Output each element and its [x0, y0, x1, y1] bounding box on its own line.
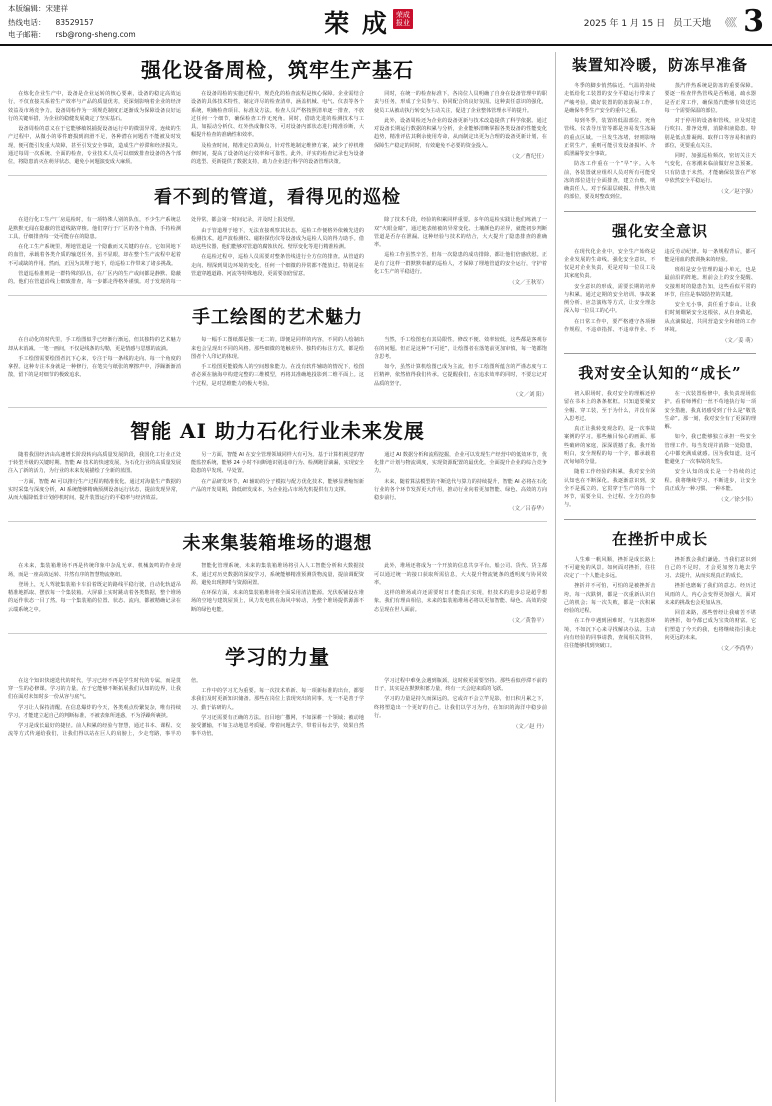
side-article-4-body — [564, 556, 756, 653]
paragraph: 挫折也磨砺了我们的意志。经历过风雨的人，内心会变得更加强大，面对未来的挑战也会更加从容。 — [664, 583, 756, 606]
paragraph: 登场上，无人驾驶集装箱卡车沿着既定的路线平稳行驶，自动化轨道吊精准地抓取、摆放每一个集装箱。大屏幕上实时跳动着各类数据，整个堆场的运作状态一目了然。每一个集装箱的位置、状态、流向，都被精确记录在云端系统之中。 — [8, 581, 181, 613]
paragraph: 如今，虽然计算机绘图已成为主流，但手工绘图所蕴含的严谨态度与工匠精神，依然值得我们传承。它提醒我们，在追求效率的同时，不要忘记对品质的坚守。 — [374, 364, 547, 387]
logo-badge — [393, 9, 413, 29]
logo-text: 荣 成 — [324, 9, 389, 38]
article-1-byline: （文／曹纪任） — [509, 153, 547, 160]
paragraph: 一方面，智能 AI 可以推行生产过程的精准优化。通过对海量生产数据的实时采集与深度分析，AI 系统能够精确预测设备运行状态，提前发现异常，从而大幅降低非计划停机时间，提升装置运行的平稳率与经济效益。 — [8, 478, 181, 501]
paragraph: 回首来路，那些曾经让我痛苦不堪的挫折，如今都已成为宝贵的财富。它们塑造了今天的我，也将继续指引我走向更远的未来。 — [664, 610, 756, 641]
left-column — [8, 52, 556, 1102]
masthead — [0, 0, 772, 46]
side-article-3 — [564, 362, 756, 510]
publication-date: 2025 年 1 月 15 日 — [583, 18, 666, 29]
paragraph: 每一幅手工图纸都是独一无二的。即便是同样的内容，不同的人绘制出来也会呈现出不同的风格。那些细微的笔触差异、独特的标注方式，都是绘图者个人印记的体现。 — [191, 337, 364, 360]
editor-line: 本版编辑：宋建祥 — [8, 4, 68, 14]
page-number: 3 — [743, 4, 764, 39]
paragraph: 及检查时间，精准定位故障点，针对性地制定维修方案，减少了停机维修时间，提高了设备的运行效率和可靠性。此外，详实的检查记录也为设备的选型、更新提供了数据支持，助力企业进行科学的设备管理决策。 — [191, 142, 364, 165]
side-article-1-title: 装置知冷暖，防冻早准备 — [571, 56, 748, 74]
paragraph: 学习还需要有正确的方法。盲目地广撒网，不如深耕一个领域；被动地接受灌输，不如主动地思考质疑。带着问题去学，带着目标去学，效果自然事半功倍。 — [191, 714, 364, 738]
paragraph: 班组是安全管理的最小单元，也是最前沿的阵地。班前会上的安全提醒、交接班时的隐患告知，这些看似平常的环节，往往是事故防控的关键。 — [664, 267, 756, 298]
right-column — [556, 52, 756, 1102]
paragraph: 防冻工作重在一个“早”字。入冬前，各装置就应组织人员对所有可能受冻的部位进行全面排查，建立台账，明确责任人。对于保温层破损、伴热失效的部位，要及时整改到位。 — [564, 161, 656, 201]
paragraph: 手工绘图需要绘图者沉下心来，专注于每一条线的走向、每一个角度的拿捏。这种专注本身就是一种修行，在笔尖与纸张的摩擦声中，浮躁渐渐消散，留下的是对细节的极致追求。 — [8, 355, 181, 379]
article-5-body — [8, 562, 547, 624]
paragraph: 除了技术手段，经验的积累同样重要。多年的巡检实践让他们练就了一双“火眼金睛”，通过地表植被的异常变化、土壤颜色的差异，就能初步判断管道是否存在泄漏。这种经验与技术的结合，大大提升了隐患排查的准确率。 — [374, 217, 547, 248]
article-6 — [8, 641, 547, 739]
paragraph: 在化工生产系统里，埋地管道是一个隐蔽而又关键的存在。它如同地下的血管，承载着各类介质的输送任务，虽不显眼，却在整个生产流程中起着不可或缺的作用。然而，正因为其埋于地下，给巡检工作带来了诸多挑战。 — [8, 244, 181, 267]
side-article-1 — [564, 54, 756, 202]
paragraph: 初入职场时，我对安全的理解还停留在书本上的条条框框。只知道要戴安全帽、穿工装，至于为什么，并没有深入思考过。 — [564, 391, 656, 422]
divider — [564, 353, 756, 354]
paragraph: 对于停用的设备和管线，应及时进行吹扫、排净处理，消除积液隐患。特别是低点排凝阀、取样口等容易积液的部位，更要重点关注。 — [664, 118, 756, 149]
article-5-byline: （文／黄鲁平） — [509, 617, 547, 624]
side-article-2-title: 强化安全意识 — [611, 221, 708, 240]
side-article-1-byline: （文／赵宇强） — [718, 189, 756, 195]
paragraph: 在一次装置检修中，我负责现场监护。看着师傅们一丝不苟地执行每一项安全措施，我真切感受到了什么是“敬畏生命”。那一刻，我对安全有了更深的理解。 — [664, 391, 756, 430]
paragraph: 学习让人保持清醒。在信息爆炸的今天，各类观点纷繁复杂，唯有持续学习，才能建立起自己的判断标准，不被表象所迷惑，不为浮躁所裹挟。 — [8, 704, 181, 719]
article-5 — [8, 529, 547, 624]
article-6-title: 学习的力量 — [225, 644, 330, 669]
paragraph: 真正让我转变观念的，是一次事故案例的学习。那些触目惊心的画面、那些破碎的家庭，深深震撼了我。我开始明白，安全规程的每一个字，都承载着沉甸甸的分量。 — [564, 426, 656, 465]
paragraph: 智能化管理系统，未来的集装箱堆场将引入人工智能分析和大数据技术，通过对历史数据的深度学习，系统能够精准预测货物流量，提前调配资源，避免出现拥堵与资源闲置。 — [191, 563, 364, 586]
paragraph: 在进行化工生产厂房巡检时，有一项特殊人别的队伍，不少生产系统总是默默无闻在隐蔽的管道线路穿梭。他们穿行于厂区的各个角落，手持检测工具，仔细排查每一处可能存在的隐患。 — [8, 217, 181, 240]
article-6-body — [8, 677, 547, 739]
logo-badge-line1: 荣成 — [395, 10, 410, 19]
article-4-body — [8, 451, 547, 513]
paragraph: 在这个知识快速迭代的时代，学习已经不再是学生时代的专属，而是贯穿一生的必修课。学习的力量，在于它能够不断拓展我们认知的边界，让我们在面对未知时多一份从容与底气。 — [8, 677, 181, 701]
logo-badge-line2: 报业 — [395, 19, 410, 27]
article-4 — [8, 415, 547, 513]
side-article-2-byline: （文／姜 萌） — [721, 338, 756, 344]
article-3-title: 手工绘图的艺术魅力 — [192, 307, 363, 329]
paragraph: 通过 AI 数据分析和流程挖掘，企业可以发现生产经营中的低效环节，优化排产计划与物流调度，实现资源配置的最优化，全面提升企业的综合竞争力。 — [374, 451, 547, 475]
paragraph: 在环保方面，未来的集装箱堆场将全面采用清洁能源。光伏板铺设在堆场的空地与建筑屋顶上，风力发电机在海风中转动，为整个堆场提供源源不断的绿色电能。 — [191, 590, 364, 613]
hotline-value: 83529157 — [55, 17, 94, 27]
paragraph: 安全认知的成长是一个持续的过程。我将继续学习、不断进步，让安全真正成为一种习惯、一种本能。 — [664, 469, 756, 492]
email-value: rsb@rong-sheng.com — [55, 30, 136, 40]
section-title: 员工天地 — [673, 18, 712, 29]
side-article-4-title: 在挫折中成长 — [611, 529, 708, 548]
paragraph: 学习的力量是持久而深远的。它或许不会立竿见影，但日积月累之下，终将塑造出一个更好的自己。让我们以学习为舟，在知识的海洋中稳步前行。 — [374, 696, 547, 719]
paragraph: 在自动化的时代里，手工绘图似乎已经渐行渐远，但其独特的艺术魅力却从未消减。一笔一画间，不仅是线条的勾勒，更是情感与思想的流淌。 — [8, 337, 181, 352]
paragraph: 挫折并不可怕，可怕的是被挫折击垮。每一次跌倒，都是一次重新认识自己的机会；每一次失败，都是一次积累经验的过程。 — [564, 583, 656, 614]
paragraph: 设备周检的意义在于它能够敏锐捕捉设备运行中的微弱异常。连续的生产过程中，从微小的零件磨损到润滑不足，各种潜在问题若不能被及时发现，便可能引发重大故障，甚至引发安全事故，造成生产停滞和经济损失。通过每周一次系统、全面的检查，专业技术人员可以细致排查设备的各个部位，将隐患消灭在萌芽状态，避免小问题演变成大麻烦。 — [8, 126, 181, 165]
paragraph: 在工作中遇到困难时，与其抱怨环境，不如沉下心来寻找解决办法。主动向有经验的同事请教，查阅相关资料，往往能够找到突破口。 — [564, 618, 656, 649]
article-5-title: 未来集装箱堆场的遐想 — [182, 533, 373, 555]
paragraph: 同时，在统一的检查标准下，各岗位人员明确了自身在设备管理中的职责与任务，形成了全员参与、协同配合的良好氛围。这种责任意识的强化，使员工从被动执行转变为主动关注，促进了企业整体管理水平的提升。 — [374, 91, 547, 114]
paragraph: 在未来，集装箱堆场不再是传统印象中杂乱无章、机械轰鸣的作业现场，而是一座高效运转、井然有序的智慧物流枢纽。 — [8, 563, 181, 578]
paragraph: 随着工作经验的积累，我对安全的认知也在不断深化。我逐渐意识到，安全不是孤立的，它贯穿于生产的每一个环节，需要全员、全过程、全方位的参与。 — [564, 469, 656, 509]
article-2-body — [8, 216, 547, 286]
paragraph: 当然，手工绘图也有其局限性。修改不便、效率较低，这些都是客观存在的问题。但正是这种“不可逆”，让绘图者在落笔前更加审慎，每一笔都饱含思考。 — [374, 337, 547, 360]
divider — [564, 519, 756, 520]
masthead-logo — [215, 4, 522, 40]
article-3-byline: （文／刘 阳） — [512, 391, 547, 398]
paragraph: 学习过程中难免会遇到瓶颈，这时候更需要坚持。那些看似停滞不前的日子，其实是在默默积蓄力量，终有一天会迎来质的飞跃。 — [374, 677, 547, 692]
article-3 — [8, 303, 547, 398]
masthead-info — [0, 2, 215, 42]
article-6-byline: （文／赵 丹） — [512, 724, 547, 730]
paragraph: 蒸汽伴热系统是防冻的重要保障。要逐一检查伴热管线是否畅通，疏水器是否正常工作，确保蒸汽能够有效送达每一个需要保温的部位。 — [664, 83, 756, 114]
hotline-label: 热线电话： — [8, 17, 46, 27]
paragraph: 人生难一帆风顺，挫折是成长路上不可避免的风景。如何面对挫折，往往决定了一个人能走多远。 — [564, 556, 656, 579]
side-article-1-body — [564, 82, 756, 202]
masthead-meta — [522, 4, 772, 39]
chevron-left-icon: 《《《 — [719, 16, 736, 29]
paragraph: 学习是成长最好的捷径。前人积累的经验与智慧，通过书本、课程、交流等方式传递给我们，让我们得以站在巨人的肩膀上，少走弯路，事半功倍。 — [8, 677, 202, 738]
paragraph: 如今，我已能够独立承担一些安全管理工作。每当发现并消除一处隐患，心中都充满成就感。因为我知道，这可能避免了一次事故的发生。 — [664, 434, 756, 465]
divider — [8, 633, 547, 634]
divider — [8, 175, 547, 176]
paragraph: 在现代化企业中，安全生产始终是企业发展的生命线。强化安全意识，不仅是对企业负责，更是对每一位员工及其家庭负责。 — [564, 248, 656, 280]
article-3-body — [8, 336, 547, 398]
paragraph: 每到冬季，装置的低温部位、死角管线、仪表导压管等都是容易发生冻凝的重点区域。一旦发生冻堵，轻则影响正常生产，重则可能引发设备损坏、介质泄漏等安全事故。 — [564, 118, 656, 157]
paragraph: 冬季的脚步悄然临近，气温的持续走低给化工装置的安全平稳运行带来了严峻考验。做好装置的防冻防凝工作，是确保冬季生产安全的重中之重。 — [564, 83, 656, 114]
page-content — [0, 46, 772, 1106]
paragraph: 管道巡检准则是一群特殊的队伍，在厂区内的生产或间都是静默、隐蔽的。他们在管道沿线上细致排查，每一步都走得格外谨慎。对于发现的每一处异常，都会第一时间记录，并及时上报处理。 — [8, 217, 298, 285]
paragraph: 另一方面，智能 AI 在安全管理领域同样大有可为。基于计算机视觉的智能监控系统，能够 24 小时不间断地识别违章行为、检测跑冒滴漏，实现安全隐患的早发现、早处置。 — [191, 451, 364, 475]
divider — [8, 521, 547, 522]
article-2-title: 看不到的管道，看得见的巡检 — [154, 187, 401, 209]
paragraph: 随着我国经济由高速增长阶段转向高质量发展阶段，我国化工行业正处于转型升级的关键时期。智能 AI 技术的快速发展，为石化行业的高质量发展注入了新的活力，为行业的未来发展描绘了全新的蓝图。 — [8, 451, 181, 475]
article-1-body — [8, 90, 547, 166]
divider — [8, 407, 547, 408]
paragraph: 未来，随着算法模型的不断迭代与算力的持续提升，智能 AI 必将在石化行业的各个环节发挥更大作用，推动行业向着更加智能、绿色、高效的方向稳步前行。 — [374, 478, 547, 501]
paragraph: 这样的堆场或许还需要时日才能真正实现，但技术的进步总是超乎想象。我们有理由相信，未来的集装箱堆场必将以更加智能、绿色、高效的姿态呈现在世人面前。 — [374, 590, 547, 613]
paragraph: 由于管道埋于地下，无法直接观察其状态，巡检工作便格外依赖先进的检测技术。超声波检测仪、磁粉探伤仪等设备成为巡检人员的得力助手。借助这些仪器，他们能够对管道的腐蚀状况、壁厚变化等进行精准检测。 — [191, 227, 364, 250]
divider — [564, 211, 756, 212]
side-article-4 — [564, 528, 756, 653]
side-article-3-body — [564, 390, 756, 510]
side-article-2 — [564, 220, 756, 345]
paragraph: 此外，堆场还将成为一个开放的信息共享平台。船公司、货代、货主都可以通过统一的接口获取所需信息，大大提升物流链条的透明度与协同效率。 — [374, 563, 547, 586]
paragraph: 此外，设备周检还为企业的设备更新与技术改造提供了科学依据。通过对设备长期运行数据的积累与分析，企业能够清晰掌握各类设备的性能变化趋势，精准评估其剩余使用寿命，从而制定出更为合理的设备更新计划，在保障生产稳定的同时，有效避免不必要的资金投入。 — [374, 117, 547, 149]
paragraph: 在巡检过程中，巡检人员需要对整条管线进行全方位的排查。从管道的走向、埋深到周边环境的变化，任何一个细微的异常都不能放过。特别是在管道穿越道路、河流等特殊地段，更需要加倍留意。 — [191, 254, 364, 277]
paragraph: 同时，加强巡检频次，密切关注天气变化，在寒潮来临前做好应急预案。只有防患于未然，才能确保装置在严寒中依然安全平稳运行。 — [664, 153, 756, 184]
paragraph: 手工绘图更能锻炼人的空间想象能力。在没有软件辅助的情况下，绘图者必须在脑海中构建完整的三维模型，再将其准确地投影到二维平面上。这个过程，是对思维能力的极大考验。 — [191, 364, 364, 387]
paragraph: 挫折教会我们谦逊。当我们意识到自己的不足时，才会更加努力地去学习、去提升，从而实现真正的成长。 — [664, 556, 756, 579]
article-4-byline: （文／吕春华） — [509, 506, 547, 513]
divider — [8, 295, 547, 296]
paragraph: 工作中的学习尤为重要。每一次技术革新、每一项新标准的出台，都要求我们及时更新知识储备。那些在岗位上表现突出的同事，无一不是善于学习、勤于钻研的人。 — [191, 688, 364, 711]
side-article-3-title: 我对安全认知的“成长” — [578, 364, 742, 382]
paragraph: 安全意识的形成，需要长期的培养与积累。通过定期的安全培训、事故案例分析、应急演练等方式，让安全理念深入每一位员工的心中。 — [564, 283, 656, 315]
article-2-byline: （文／王秋军） — [509, 280, 547, 286]
side-article-2-body — [564, 248, 756, 345]
article-1-title: 强化设备周检，筑牢生产基石 — [141, 58, 414, 82]
article-2 — [8, 183, 547, 286]
paragraph: 巡检工作虽然辛苦，但每一次隐患的成功排除，都让他们倍感欣慰。正是有了这样一群默默奉献的巡检人，才保障了埋地管道的安全运行，守护着化工生产的平稳进行。 — [374, 252, 547, 275]
paragraph: 安全无小事，责任重于泰山。让我们时刻绷紧安全这根弦，从自身做起，从点滴做起，共同营造安全和谐的工作环境。 — [664, 302, 756, 333]
paragraph: 在产品研发环节，AI 辅助的分子模拟与配方优化技术，能够显著缩短新产品的开发周期，降低研发成本，为企业抢占市场先机提供有力支撑。 — [191, 478, 364, 493]
article-4-title: 智能 AI 助力石化行业未来发展 — [130, 418, 425, 443]
paragraph: 在日常工作中，要严格遵守各项操作规程，不违章指挥、不违章作业、不违反劳动纪律。每一条规程背后，都可能是用血的教训换来的经验。 — [564, 248, 756, 333]
side-article-3-byline: （文／徐少伟） — [718, 497, 756, 503]
email-label: 电子邮箱： — [8, 30, 46, 40]
article-1 — [8, 54, 547, 166]
paragraph: 在设备周检的实施过程中，规范化的检查流程是核心保障。企业需结合设备的具体技术特性，制定详尽的检查清单，涵盖机械、电气、仪表等各个系统，明确检查项目、标准及方法。检查人员严格按照清单逐一排查，不放过任何一个细节，确保检查工作无死角。同时，借助先进的检测技术与工具，如振动分析仪、红外热成像仪等，可对设备内部状态进行精准诊断，大幅提升检查的准确性和效率。 — [191, 91, 364, 139]
paragraph: 在炼化企业生产中，设备是企业运转的核心要素，设备的稳定高效运行，不仅直接关系着生产效率与产品的质量优劣，更深刻影响着企业的经济效益及市场竞争力。设备周检作为一项规范制度正逐渐成为保障设备良好运行的关键举措，为企业的稳健发展奠定了坚实基石。 — [8, 91, 181, 122]
side-article-4-byline: （文／李尚华） — [718, 646, 756, 652]
